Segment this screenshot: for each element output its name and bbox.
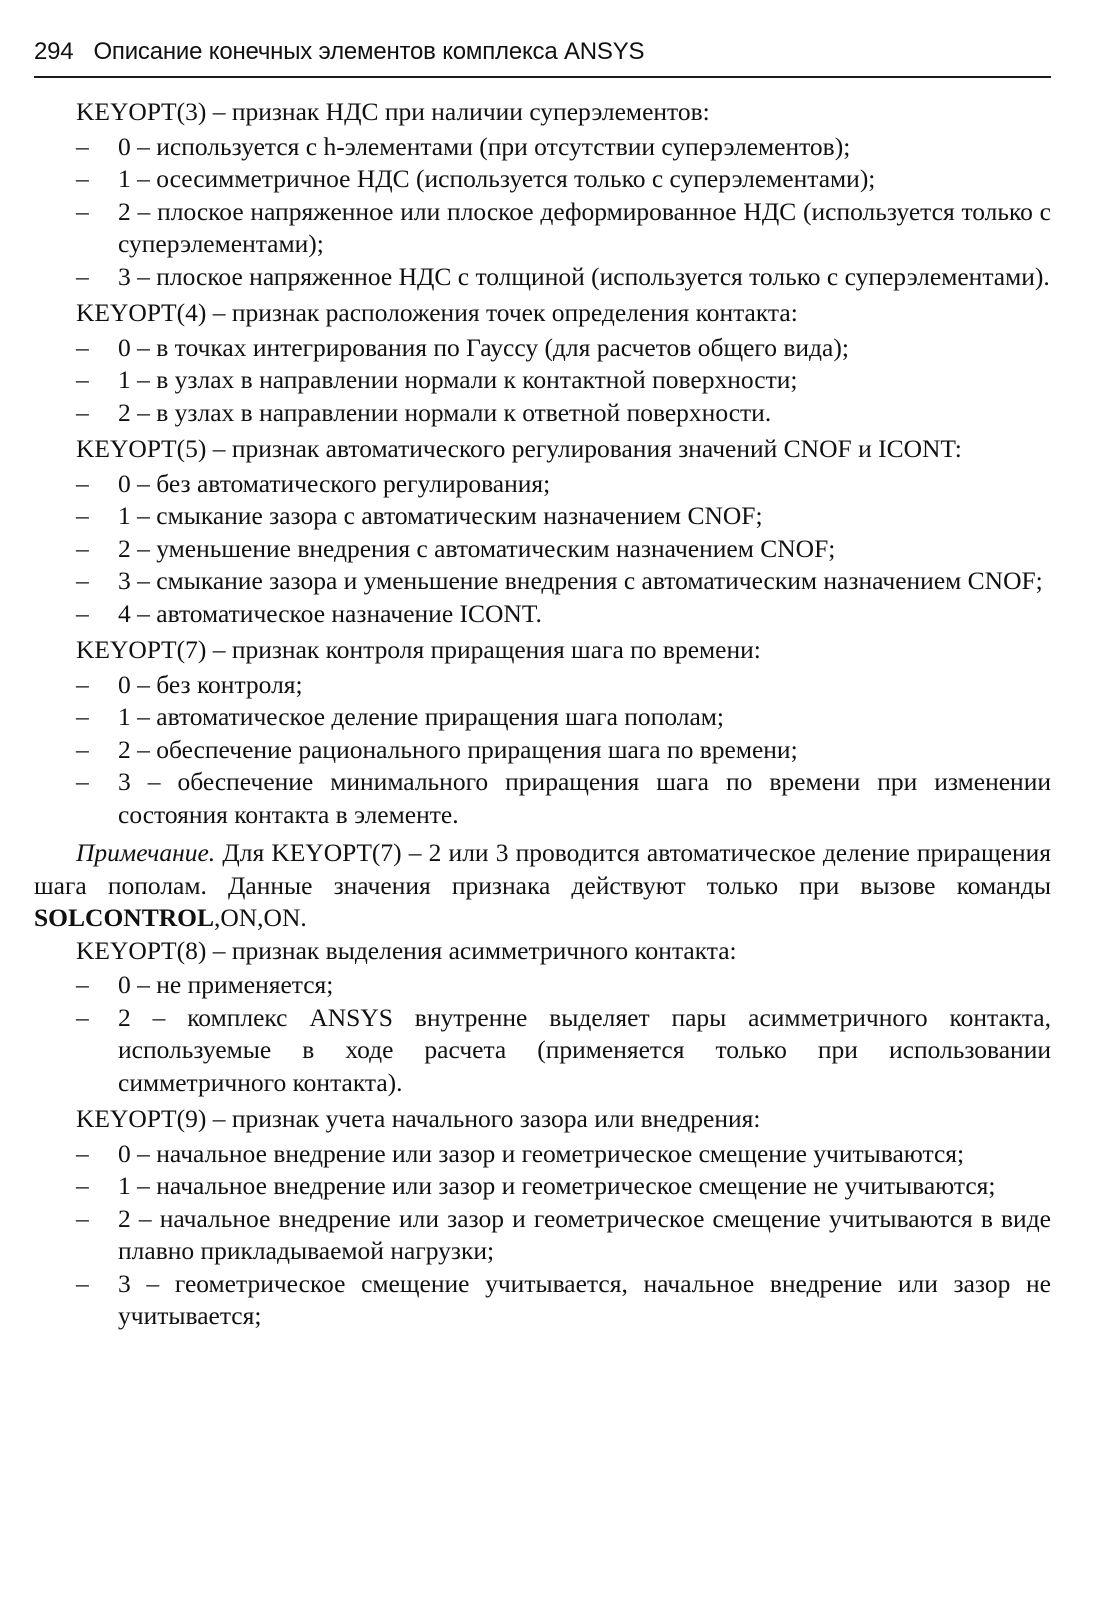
dash-bullet: – [76,1268,89,1298]
dash-bullet: – [76,1203,89,1233]
dash-bullet: – [76,164,89,193]
list-item [34,766,1051,831]
dash-bullet: – [76,501,89,530]
keyopt9-options [34,1138,1051,1333]
list-item [34,397,1051,430]
list-item [34,1002,1051,1100]
keyopt8-heading: KEYOPT(8) – признак выделения асимметричного контакта: [76,935,737,965]
keyopt8-options [34,969,1051,1099]
list-item [34,734,1051,767]
list-item [34,332,1051,365]
dash-bullet: – [76,261,89,291]
list-item-text: 0 – без контроля; [118,669,303,699]
dash-bullet: – [76,566,89,595]
page-body [34,96,1051,1333]
note-text: Для KEYOPT(7) – 2 или 3 проводится автоматическое деление приращения шага пополам. Данные значения признака действуют только при вызове команды [34,838,1051,900]
list-item-text: 4 – автоматическое назначение ICONT. [118,598,542,628]
keyopt4-options [34,332,1051,430]
list-item-text: 0 – в точках интегрирования по Гауссу (для расчетов общего вида); [118,332,849,362]
note-paragraph [34,837,1051,935]
dash-bullet: – [76,533,89,563]
list-item [34,669,1051,702]
list-item [34,500,1051,533]
dash-bullet: – [76,734,89,764]
list-item-text: 3 – обеспечение минимального приращения шага по времени при изменении состояния контакта в элементе. [118,767,1051,829]
list-item-text: 0 – используется с h-элементами (при отсутствии суперэлементов); [118,131,851,161]
list-item [34,131,1051,164]
keyopt7-options [34,669,1051,832]
list-item-text: 2 – комплекс ANSYS внутренне выделяет пары асимметричного контакта, используемые в ходе расчета (применяется только при использовании симметричного контакта). [118,1002,1051,1097]
list-item [34,163,1051,196]
keyopt3-options [34,131,1051,294]
keyopt5-heading: KEYOPT(5) – признак автоматического регулирования значений CNOF и ICONT: [76,434,962,463]
running-header [34,38,1051,78]
dash-bullet: – [76,131,89,161]
command-name: SOLCONTROL [34,903,214,932]
list-item-text: 0 – не применяется; [118,970,334,999]
keyopt3-heading: KEYOPT(3) – признак НДС при наличии суперэлементов: [76,97,710,126]
list-item [34,701,1051,734]
list-item-text: 0 – без автоматического регулирования; [118,468,551,498]
list-item-text: 2 – плоское напряженное или плоское деформированное НДС (используется только с суперэлементами); [118,196,1051,258]
list-item [34,468,1051,501]
list-item [34,533,1051,566]
page-number: 294 [34,38,74,65]
list-item-text: 1 – в узлах в направлении нормали к контактной поверхности; [118,365,798,394]
list-item-text: 3 – геометрическое смещение учитывается, начальное внедрение или зазор не учитывается; [118,1268,1051,1330]
list-item-text: 1 – автоматическое деление приращения шага пополам; [118,702,725,731]
list-item-text: 2 – уменьшение внедрения с автоматическим назначением CNOF; [118,533,836,563]
list-item-text: 2 – начальное внедрение или зазор и геометрическое смещение учитываются в виде плавно прикладываемой нагрузки; [118,1203,1051,1265]
dash-bullet: – [76,365,89,394]
list-item [34,1268,1051,1333]
list-item-text: 0 – начальное внедрение или зазор и геометрическое смещение учитываются; [118,1138,965,1168]
dash-bullet: – [76,1138,89,1168]
list-item [34,1203,1051,1268]
list-item-text: 1 – осесимметричное НДС (используется только с суперэлементами); [118,164,876,193]
list-item [34,1170,1051,1203]
list-item [34,364,1051,397]
dash-bullet: – [76,397,89,427]
list-item [34,1138,1051,1171]
keyopt7-heading: KEYOPT(7) – признак контроля приращения шага по времени: [76,635,761,664]
list-item [34,565,1051,598]
dash-bullet: – [76,598,89,628]
dash-bullet: – [76,332,89,362]
list-item-text: 1 – начальное внедрение или зазор и геометрическое смещение не учитываются; [118,1171,996,1200]
note-text-end: ,ON,ON. [213,903,307,932]
dash-bullet: – [76,196,89,226]
dash-bullet: – [76,970,89,999]
list-item [34,196,1051,261]
dash-bullet: – [76,767,89,796]
list-item [34,969,1051,1002]
list-item-text: 2 – обеспечение рационального приращения шага по времени; [118,734,798,764]
running-title: Описание конечных элементов комплекса ANSYS [93,38,645,65]
list-item [34,261,1051,294]
keyopt5-options [34,468,1051,631]
dash-bullet: – [76,702,89,731]
note-label: Примечание. [76,838,216,867]
keyopt4-heading: KEYOPT(4) – признак расположения точек определения контакта: [76,298,798,327]
keyopt9-heading: KEYOPT(9) – признак учета начального зазора или внедрения: [76,1104,761,1133]
dash-bullet: – [76,1171,89,1200]
dash-bullet: – [76,669,89,699]
list-item [34,598,1051,631]
list-item-text: 1 – смыкание зазора с автоматическим назначением CNOF; [118,501,763,530]
list-item-text: 3 – смыкание зазора и уменьшение внедрения с автоматическим назначением CNOF; [118,566,1043,595]
dash-bullet: – [76,1002,89,1032]
dash-bullet: – [76,468,89,498]
list-item-text: 3 – плоское напряженное НДС с толщиной (используется только с суперэлементами). [118,261,1050,291]
list-item-text: 2 – в узлах в направлении нормали к ответной поверхности. [118,397,772,427]
